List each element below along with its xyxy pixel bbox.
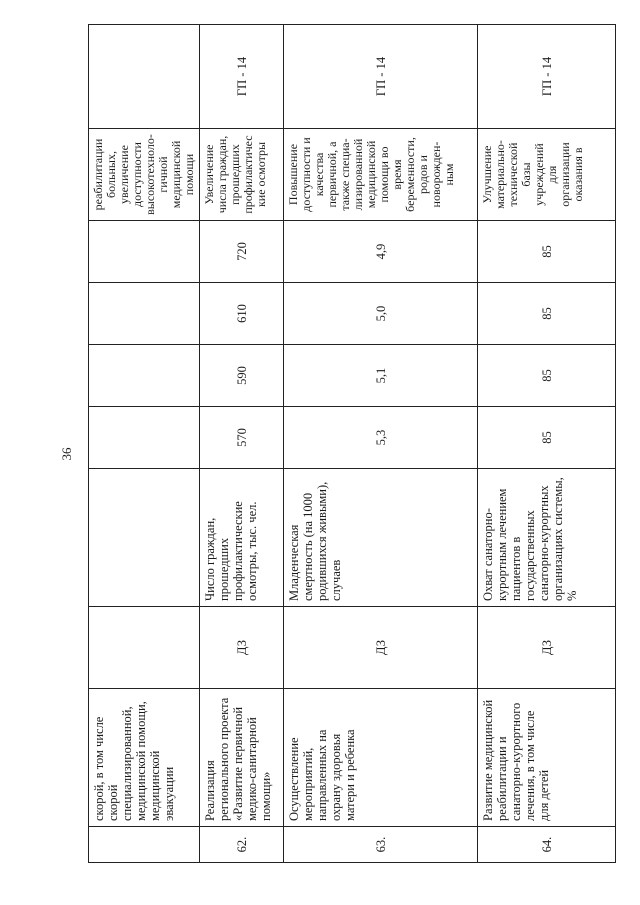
cell-value-4: 720	[200, 221, 284, 283]
cell-value-1: 85	[478, 407, 616, 469]
cell-value-4	[89, 221, 200, 283]
measures-table	[88, 24, 616, 863]
cell-no: 62.	[200, 827, 284, 863]
cell-value-1: 5,3	[284, 407, 478, 469]
cell-program: ГП - 14	[200, 25, 284, 129]
cell-value-3: 85	[478, 283, 616, 345]
cell-result: Повышение доступности и качества первичной, а также специа-лизированной медицинской помощи во время беременности, родов и новорожден-ным	[284, 129, 478, 221]
cell-executor: ДЗ	[478, 607, 616, 689]
cell-no	[89, 827, 200, 863]
cell-value-2: 5,1	[284, 345, 478, 407]
cell-value-2	[89, 345, 200, 407]
cell-value-4: 4,9	[284, 221, 478, 283]
cell-no: 63.	[284, 827, 478, 863]
rotated-table-container	[88, 56, 610, 863]
cell-executor: ДЗ	[284, 607, 478, 689]
cell-value-1	[89, 407, 200, 469]
cell-value-2: 85	[478, 345, 616, 407]
cell-program	[89, 25, 200, 129]
cell-activity: Развитие медицинской реабилитации и санаторно-курортного лечения, в том числе для детей	[478, 689, 616, 827]
cell-activity: скорой, в том числе скорой специализированной, медицинской помощи, медицинской эвакуации	[89, 689, 200, 827]
cell-indicator: Охват санаторно-курортным лечением пациентов в государственных санаторно-курортных организациях системы, %	[478, 469, 616, 607]
page-number: 36	[59, 447, 74, 461]
cell-indicator: Младенческая смертность (на 1000 родившихся живыми), случаев	[284, 469, 478, 607]
cell-value-2: 590	[200, 345, 284, 407]
cell-program: ГП - 14	[284, 25, 478, 129]
cell-value-1: 570	[200, 407, 284, 469]
cell-indicator: Число граждан, прошедших профилактические осмотры, тыс. чел.	[200, 469, 284, 607]
cell-value-4: 85	[478, 221, 616, 283]
cell-activity: Реализация регионального проекта «Развитие первичной медико-санитарной помощи»	[200, 689, 284, 827]
table-row	[89, 25, 200, 863]
table-row	[200, 25, 284, 863]
cell-value-3: 5,0	[284, 283, 478, 345]
cell-executor	[89, 607, 200, 689]
cell-value-3: 610	[200, 283, 284, 345]
cell-result: Улучшение материально-технической базы учреждений для организации оказания в	[478, 129, 616, 221]
table-row	[478, 25, 616, 863]
cell-result: реабилитации больных, увеличение доступности высокотехноло-гичной медицинской помощи	[89, 129, 200, 221]
cell-program: ГП - 14	[478, 25, 616, 129]
cell-value-3	[89, 283, 200, 345]
cell-result: Увеличение числа граждан, прошедших профилактичес кие осмотры	[200, 129, 284, 221]
table-row	[284, 25, 478, 863]
cell-executor: ДЗ	[200, 607, 284, 689]
cell-activity: Осуществление мероприятий, направленных на охрану здоровья матери и ребенка	[284, 689, 478, 827]
cell-indicator	[89, 469, 200, 607]
cell-no: 64.	[478, 827, 616, 863]
